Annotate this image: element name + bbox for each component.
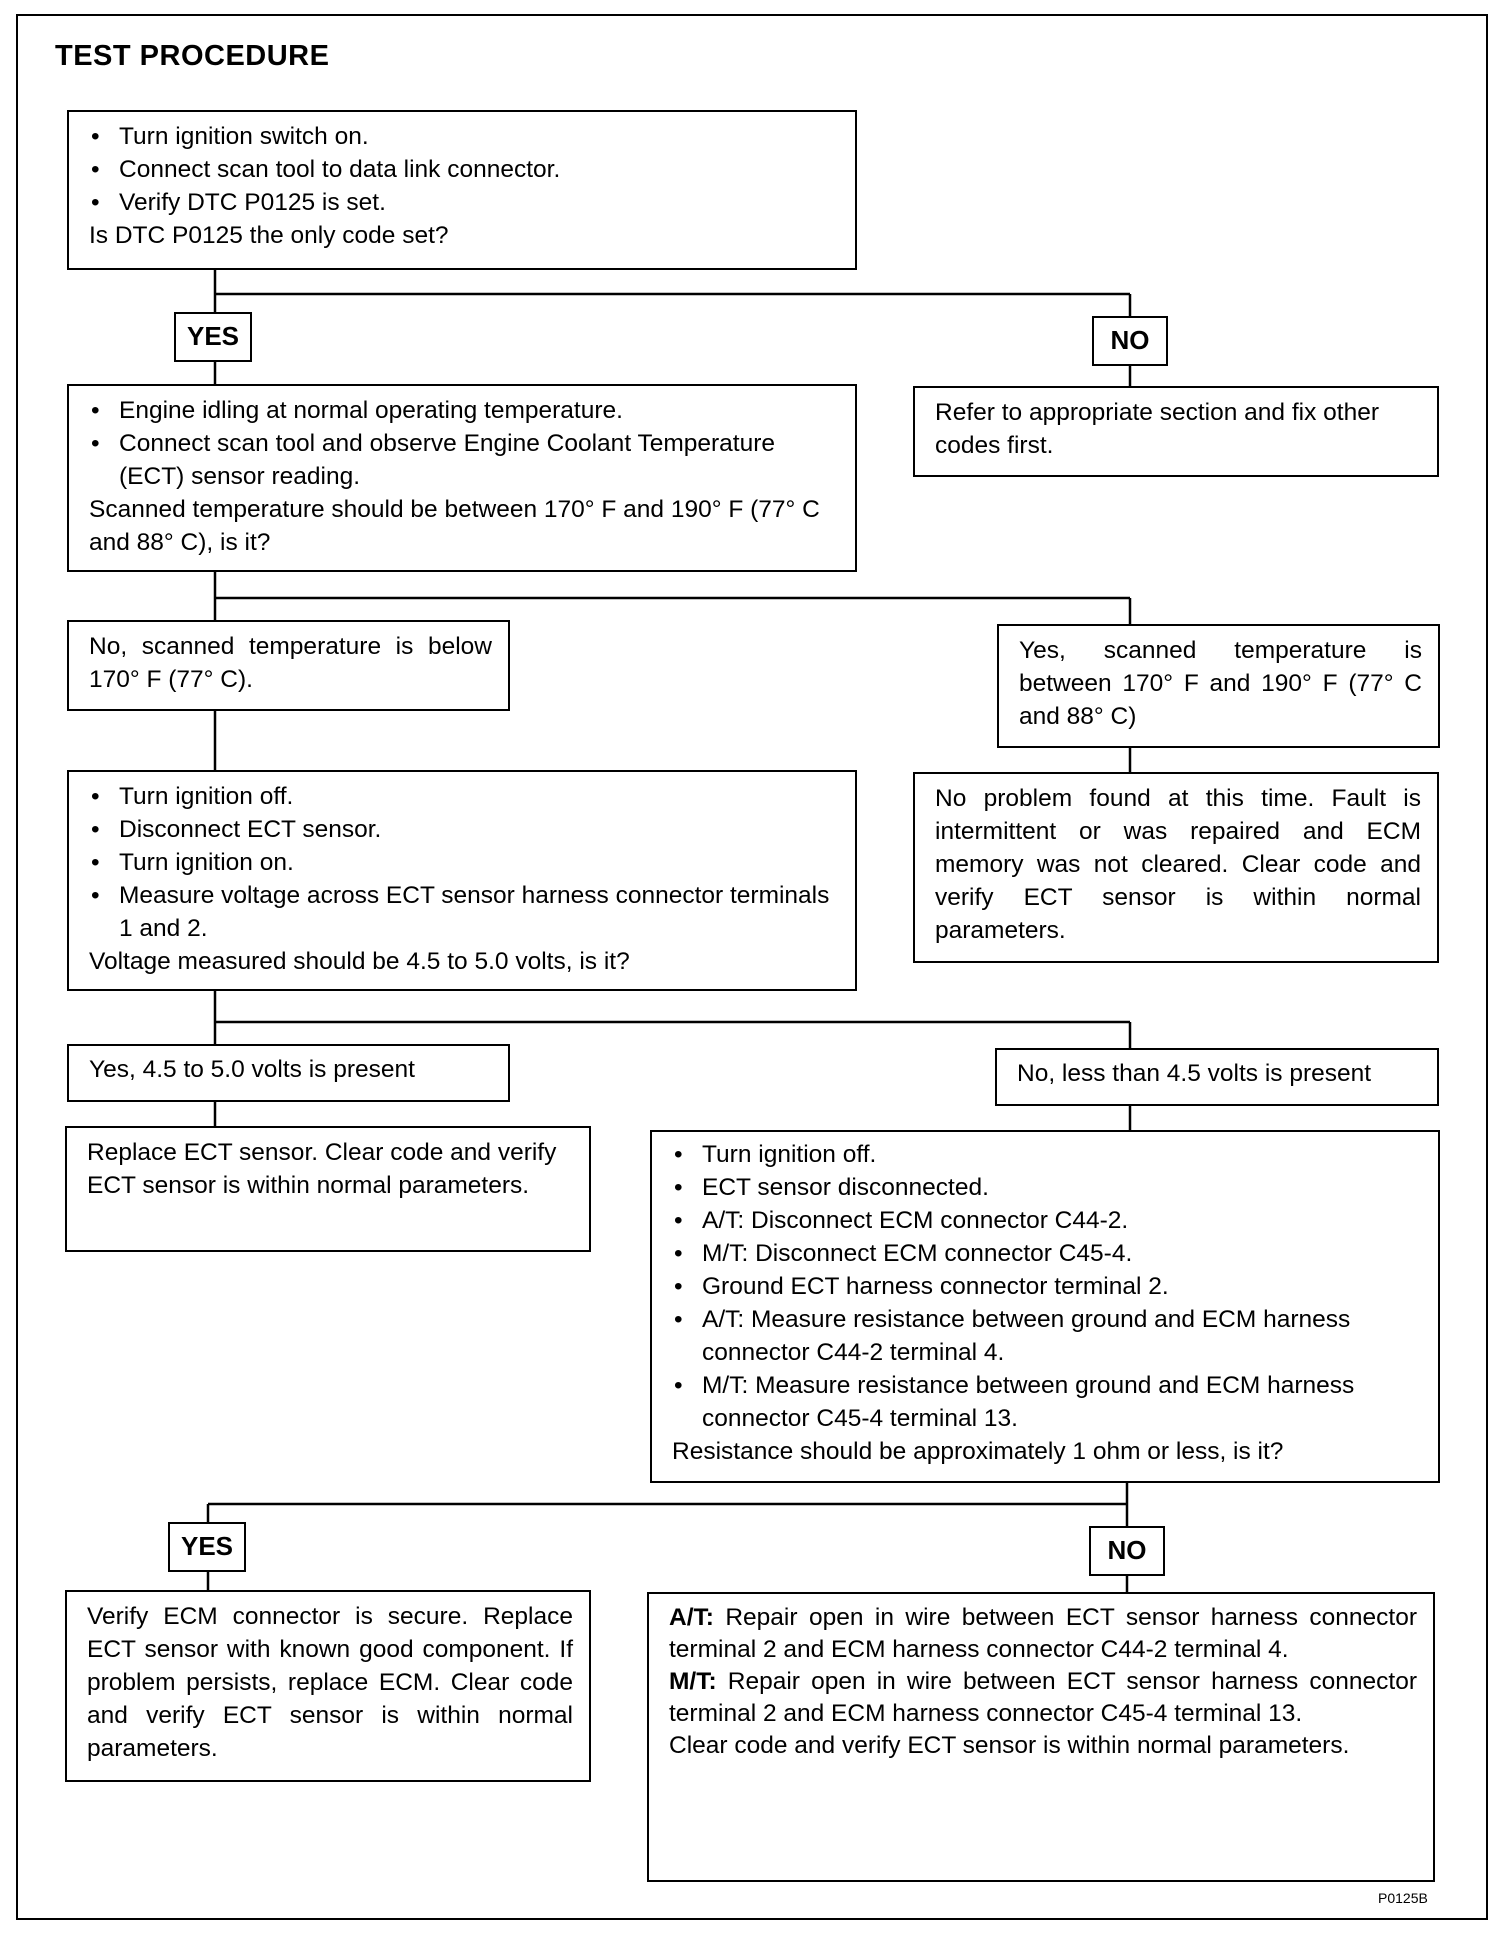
list-item: • Verify DTC P0125 is set. [89,186,839,219]
list-item: • Engine idling at normal operating temperature. [89,394,839,427]
list-item: • Measure voltage across ECT sensor harness connector terminals 1 and 2. [89,879,839,945]
step-text: No, scanned temperature is below 170° F (77° C). [89,633,492,693]
list-item: • Ground ECT harness connector terminal 2. [672,1270,1422,1303]
step-resistance-box [650,1130,1440,1483]
yes-label: YES [168,1522,246,1572]
yes-label: YES [174,312,252,362]
figure-code: P0125B [1378,1890,1428,1906]
voltage-ok-box [67,1044,510,1102]
list-item: • Turn ignition switch on. [89,120,839,153]
step-text: Yes, scanned temperature is between 170° F and 190° F (77° C and 88° C) [1019,637,1422,730]
step-question: Is DTC P0125 the only code set? [89,222,449,249]
no-label: NO [1089,1526,1165,1576]
temp-low-box [67,620,510,711]
list-item: • Disconnect ECT sensor. [89,813,839,846]
page-title: TEST PROCEDURE [55,40,330,72]
list-item: • Connect scan tool to data link connector. [89,153,839,186]
list-item: • Turn ignition off. [672,1138,1422,1171]
step-text: Verify ECM connector is secure. Replace ECT sensor with known good component. If problem persists, replace ECM. Clear code and verify ECT sensor is within normal parameters. [87,1603,573,1762]
step-temperature-box [67,384,857,572]
repair-mt-paragraph [669,1666,1417,1730]
repair-open-box [647,1592,1435,1882]
step-text: Yes, 4.5 to 5.0 volts is present [89,1056,415,1083]
step-question: Voltage measured should be 4.5 to 5.0 volts, is it? [89,948,630,975]
mt-label: M/T: [669,1668,717,1695]
step-voltage-box [67,770,857,991]
step-text: Refer to appropriate section and fix other codes first. [935,399,1379,459]
step-text: Repair open in wire between ECT sensor harness connector terminal 2 and ECM harness connector C44-2 terminal 4. [669,1604,1417,1663]
repair-at-paragraph [669,1602,1417,1666]
step-question: Scanned temperature should be between 170° F and 190° F (77° C and 88° C), is it? [89,496,820,556]
list-item: • Connect scan tool and observe Engine Coolant Temperature (ECT) sensor reading. [89,427,839,493]
step-question: Resistance should be approximately 1 ohm or less, is it? [672,1438,1284,1465]
list-item: • A/T: Disconnect ECM connector C44-2. [672,1204,1422,1237]
temp-ok-box [997,624,1440,748]
list-item: • M/T: Measure resistance between ground and ECM harness connector C45-4 terminal 13. [672,1369,1422,1435]
step-text: Clear code and verify ECT sensor is within normal parameters. [669,1732,1350,1759]
voltage-low-box [995,1048,1439,1106]
list-item: • A/T: Measure resistance between ground and ECM harness connector C44-2 terminal 4. [672,1303,1422,1369]
list-item: • Turn ignition on. [89,846,839,879]
step-text: No problem found at this time. Fault is intermittent or was repaired and ECM memory was not cleared. Clear code and verify ECT sensor is within normal parameters. [935,785,1421,944]
fix-other-codes-box [913,386,1439,477]
replace-sensor-box [65,1126,591,1252]
at-label: A/T: [669,1604,714,1631]
list-item: • Turn ignition off. [89,780,839,813]
verify-ecm-box [65,1590,591,1782]
step-start-box [67,110,857,270]
no-problem-box [913,772,1439,963]
step-text: Replace ECT sensor. Clear code and verify ECT sensor is within normal parameters. [87,1139,557,1199]
step-text: Repair open in wire between ECT sensor harness connector terminal 2 and ECM harness connector C45-4 terminal 13. [669,1668,1417,1727]
list-item: • M/T: Disconnect ECM connector C45-4. [672,1237,1422,1270]
step-text: No, less than 4.5 volts is present [1017,1060,1372,1087]
no-label: NO [1092,316,1168,366]
list-item: • ECT sensor disconnected. [672,1171,1422,1204]
